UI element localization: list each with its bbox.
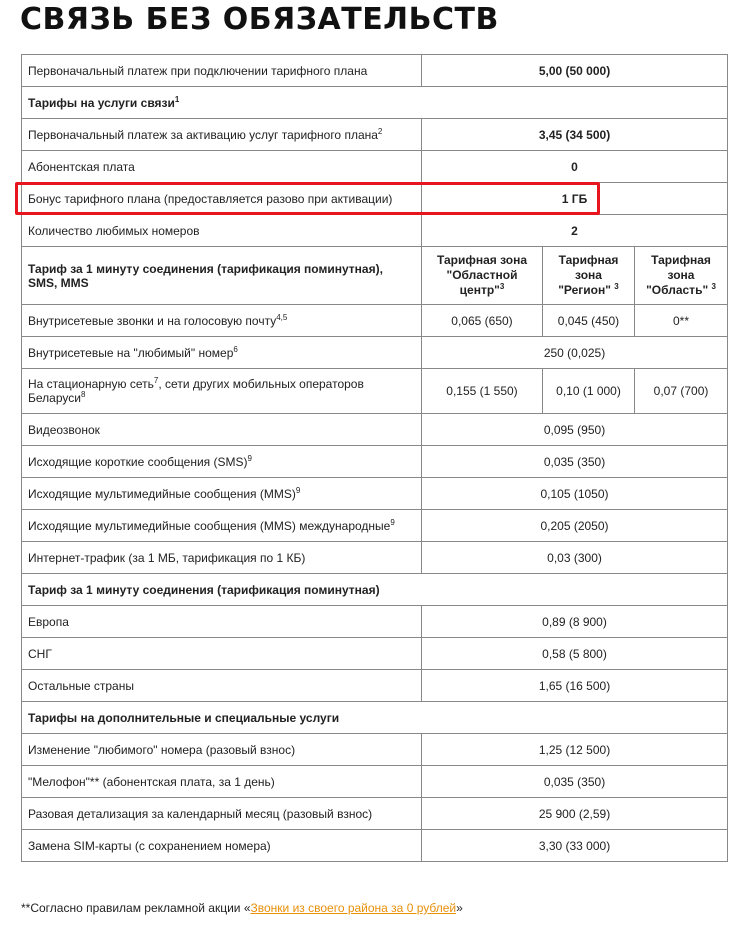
row-value: 1,65 (16 500) bbox=[422, 670, 728, 702]
row-value: 0,03 (300) bbox=[422, 542, 728, 574]
table-row-mms bbox=[22, 478, 728, 510]
row-value: 5,00 (50 000) bbox=[422, 55, 728, 87]
row-label: Исходящие короткие сообщения (SMS)$^9$ bbox=[22, 446, 422, 478]
row-value: 0,105 (1050) bbox=[422, 478, 728, 510]
promo-link[interactable]: Звонки из своего района за 0 рублей bbox=[250, 901, 457, 915]
table-row-services-header bbox=[22, 87, 728, 119]
zone1-value: 0,155 (1 550) bbox=[422, 369, 543, 414]
row-label: Внутрисетевые звонки и на голосовую почту$^{4,5}$ bbox=[22, 305, 422, 337]
zone-header-region: Тарифная зона "Регион" $^3$ bbox=[543, 247, 635, 305]
table-row-subscription bbox=[22, 151, 728, 183]
table-row-internet bbox=[22, 542, 728, 574]
row-label: Исходящие мультимедийные сообщения (MMS)$^9$ bbox=[22, 478, 422, 510]
section-header: Тариф за 1 минуту соединения (тарификация поминутная) bbox=[22, 574, 728, 606]
row-label: Разовая детализация за календарный месяц (разовый взнос) bbox=[22, 798, 422, 830]
page-title: СВЯЗЬ БЕЗ ОБЯЗАТЕЛЬСТВ bbox=[20, 2, 499, 37]
row-label: Количество любимых номеров bbox=[22, 215, 422, 247]
row-label: "Мелофон"** (абонентская плата, за 1 день) bbox=[22, 766, 422, 798]
zone-header-oblast: Тарифная зона "Область" $^3$ bbox=[635, 247, 728, 305]
table-row-per-minute-header bbox=[22, 247, 728, 305]
table-row-onnet bbox=[22, 305, 728, 337]
table-row-other-countries bbox=[22, 670, 728, 702]
table-row-favorite-number bbox=[22, 337, 728, 369]
table-row-initial-payment bbox=[22, 55, 728, 87]
section-header: Тариф за 1 минуту соединения (тарификация поминутная), SMS, MMS bbox=[22, 247, 422, 305]
zone1-value: 0,065 (650) bbox=[422, 305, 543, 337]
row-label: Остальные страны bbox=[22, 670, 422, 702]
row-value: 0,58 (5 800) bbox=[422, 638, 728, 670]
table-row-mms-intl bbox=[22, 510, 728, 542]
row-value: 1,25 (12 500) bbox=[422, 734, 728, 766]
row-value: 0 bbox=[422, 151, 728, 183]
row-label: Исходящие мультимедийные сообщения (MMS) международные$^9$ bbox=[22, 510, 422, 542]
table-row-melofon bbox=[22, 766, 728, 798]
row-value: 0,205 (2050) bbox=[422, 510, 728, 542]
row-label: Замена SIM-карты (с сохранением номера) bbox=[22, 830, 422, 862]
row-value: 0,89 (8 900) bbox=[422, 606, 728, 638]
row-label: Интернет-трафик (за 1 МБ, тарификация по 1 КБ) bbox=[22, 542, 422, 574]
bonus-highlight-box bbox=[15, 182, 600, 215]
table-row-activation bbox=[22, 119, 728, 151]
row-label: Видеозвонок bbox=[22, 414, 422, 446]
row-label: Внутрисетевые на "любимый" номер$^6$ bbox=[22, 337, 422, 369]
row-value: 3,45 (34 500) bbox=[422, 119, 728, 151]
row-value: 1 ГБ bbox=[422, 183, 728, 215]
row-label: Бонус тарифного плана (предоставляется разово при активации) bbox=[22, 183, 422, 215]
section-header: Тарифы на дополнительные и специальные услуги bbox=[22, 702, 728, 734]
zone3-value: 0** bbox=[635, 305, 728, 337]
row-label: Европа bbox=[22, 606, 422, 638]
table-row-detail bbox=[22, 798, 728, 830]
zone3-value: 0,07 (700) bbox=[635, 369, 728, 414]
table-row-europe bbox=[22, 606, 728, 638]
footnote: **Согласно правилам рекламной акции «Звонки из своего района за 0 рублей» bbox=[21, 901, 463, 915]
row-value: 3,30 (33 000) bbox=[422, 830, 728, 862]
zone-header-oblast-center: Тарифная зона "Областной центр"$^3$ bbox=[422, 247, 543, 305]
table-row-video bbox=[22, 414, 728, 446]
row-value: 0,035 (350) bbox=[422, 766, 728, 798]
row-label: Первоначальный платеж за активацию услуг тарифного плана$^2$ bbox=[22, 119, 422, 151]
table-row-favorites-count bbox=[22, 215, 728, 247]
row-value: 0,095 (950) bbox=[422, 414, 728, 446]
table-row-landline bbox=[22, 369, 728, 414]
table-row-sim bbox=[22, 830, 728, 862]
zone2-value: 0,045 (450) bbox=[543, 305, 635, 337]
table-row-sms bbox=[22, 446, 728, 478]
row-value: 250 (0,025) bbox=[422, 337, 728, 369]
row-label: Первоначальный платеж при подключении тарифного плана bbox=[22, 55, 422, 87]
table-row-change-favorite bbox=[22, 734, 728, 766]
row-value: 2 bbox=[422, 215, 728, 247]
row-value: 25 900 (2,59) bbox=[422, 798, 728, 830]
row-label: Абонентская плата bbox=[22, 151, 422, 183]
zone2-value: 0,10 (1 000) bbox=[543, 369, 635, 414]
row-label: Изменение "любимого" номера (разовый взнос) bbox=[22, 734, 422, 766]
row-label: СНГ bbox=[22, 638, 422, 670]
tariff-table bbox=[21, 54, 728, 862]
row-value: 0,035 (350) bbox=[422, 446, 728, 478]
table-row-extra-header bbox=[22, 702, 728, 734]
section-header: Тарифы на услуги связи$^1$ bbox=[22, 87, 728, 119]
table-row-cis bbox=[22, 638, 728, 670]
row-label: На стационарную сеть$^7$, сети других мобильных операторов Беларуси$^8$ bbox=[22, 369, 422, 414]
table-row-intl-header bbox=[22, 574, 728, 606]
